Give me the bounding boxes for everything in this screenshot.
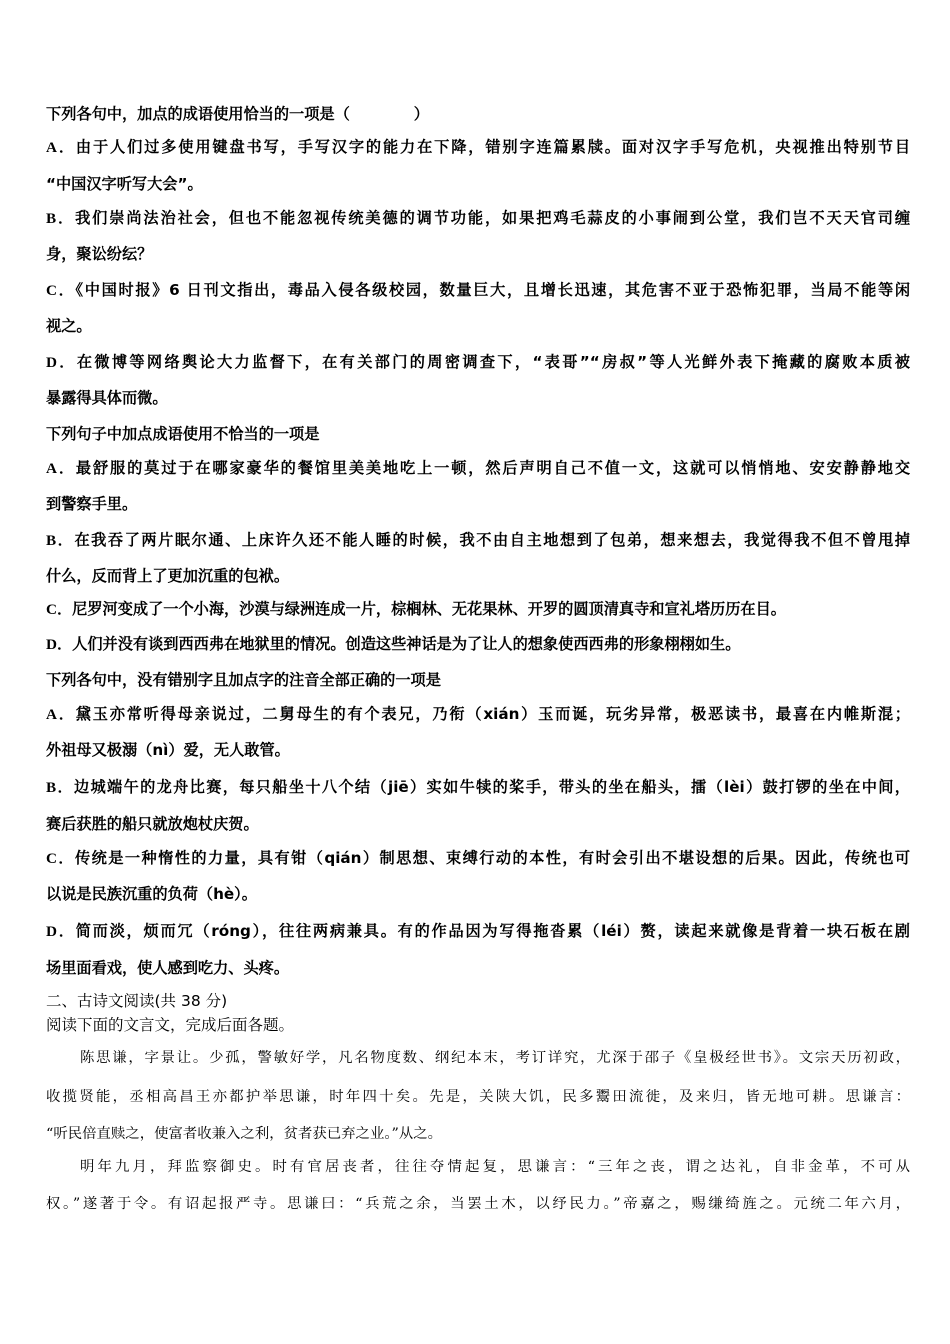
passage-paragraph-1-line-1: 陈思谦，字景让。少孤，警敏好学，凡名物度数、纲纪本末，考订详究，尤深于邵子《皇极经世书》。文宗天历初政，	[80, 1050, 910, 1066]
q3-option-a-line-1	[46, 704, 910, 725]
option-text: 尼罗河变成了一个小海，沙漠与绿洲连成一片，棕榈林、无花果林、开罗的圆顶清真寺和宣礼塔历历在目。	[72, 600, 786, 618]
q3-option-c-line-1	[46, 848, 910, 869]
passage-paragraph-1-line-3: “听民倍直赎之，使富者收兼入之利，贫者获已弃之业。”从之。	[46, 1126, 443, 1142]
question-1-stem-close: ）	[413, 105, 429, 123]
question-1-stem	[46, 104, 910, 124]
option-text: 在我吞了两片眠尔通、上床许久还不能人睡的时候，我不由自主地想到了包弟，想来想去，我觉得我不但不曾甩掉	[74, 531, 910, 549]
option-text: 《中国时报》6 日刊文指出，毒品入侵各级校园，数量巨大，且增长迅速，其危害不亚于恐怖犯罪，当局不能等闲	[75, 281, 910, 299]
option-text: 简而淡，烦而冗（róng），往往两病兼具。有的作品因为写得拖沓累（léi）赘，读起来就像是背着一块石板在剧	[75, 922, 910, 940]
option-label: D．	[46, 923, 76, 940]
passage-paragraph-1-line-2: 收揽贤能，丞相高昌王亦都护举思谦，时年四十矣。先是，关陕大饥，民多鬻田流徙，及来归，皆无地可耕。思谦言：	[46, 1089, 910, 1105]
q1-option-a-line-1	[46, 137, 910, 158]
option-label: C．	[46, 601, 73, 618]
q1-option-b-line-2: 身，聚讼纷纭？	[46, 245, 153, 263]
q3-option-b-line-2: 赛后获胜的船只就放炮杖庆贺。	[46, 815, 259, 833]
section-heading: 二、古诗文阅读(共 38 分)	[46, 992, 228, 1010]
option-text: 由于人们过多使用键盘书写，手写汉字的能力在下降，错别字连篇累牍。面对汉字手写危机，央视推出特别节目	[75, 138, 910, 156]
q1-option-d-line-2: 暴露得具体而微。	[46, 389, 168, 407]
option-label: A．	[46, 460, 76, 477]
option-text: 我们崇尚法治社会，但也不能忽视传统美德的调节功能，如果把鸡毛蒜皮的小事闹到公堂，我们岂不天天官司缠	[75, 209, 910, 227]
question-3-stem: 下列各句中，没有错别字且加点字的注音全部正确的一项是	[46, 671, 441, 689]
option-label: D．	[46, 636, 73, 653]
option-label: B．	[46, 532, 75, 549]
q1-option-c-line-1	[46, 280, 910, 301]
option-label: B．	[46, 210, 76, 227]
q3-option-a-line-2: 外祖母又极溺（nì）爱，无人敢管。	[46, 741, 290, 759]
option-text: 传统是一种惰性的力量，具有钳（qián）制思想、束缚行动的本性，有时会引出不堪设想的后果。因此，传统也可	[75, 849, 910, 867]
option-label: B．	[46, 779, 74, 796]
option-text: 人们并没有谈到西西弗在地狱里的情况。创造这些神话是为了让人的想象使西西弗的形象栩栩如生。	[72, 635, 741, 653]
section-instruction: 阅读下面的文言文，完成后面各题。	[46, 1016, 295, 1034]
option-text: 最舒服的莫过于在哪家豪华的餐馆里美美地吃上一顿，然后声明自己不值一文，这就可以悄悄地、安安静静地交	[75, 459, 910, 477]
option-text: 边城端午的龙舟比赛，每只船坐十八个结（jiē）实如牛犊的桨手，带头的坐在船头，擂（lèi）鼓打锣的坐在中间，	[74, 778, 910, 796]
q2-option-b-line-2: 什么，反而背上了更加沉重的包袱。	[46, 567, 289, 585]
question-1-stem-text: 下列各句中，加点的成语使用恰当的一项是（	[46, 105, 350, 123]
passage-paragraph-2-line-1: 明年九月，拜监察御史。时有官居丧者，往往夺情起复，思谦言：“三年之丧，谓之达礼，自非金革，不可从	[80, 1159, 910, 1175]
option-label: C．	[46, 850, 76, 867]
option-label: D．	[46, 354, 77, 371]
option-text: 黛玉亦常听得母亲说过，二舅母生的有个表兄，乃衔（xián）玉而诞，玩劣异常，极恶读书，最喜在内帷斯混；	[75, 705, 910, 723]
q1-option-a-line-2: “中国汉字听写大会”。	[46, 175, 203, 193]
q1-option-c-line-2: 视之。	[46, 317, 92, 335]
q2-option-b-line-1	[46, 530, 910, 551]
option-text: 在微博等网络舆论大力监督下，在有关部门的周密调查下，“表哥”“房叔”等人光鲜外表下掩藏的腐败本质被	[76, 353, 910, 371]
q3-option-b-line-1	[46, 777, 910, 798]
q1-option-d-line-1	[46, 352, 910, 373]
q1-option-b-line-1	[46, 208, 910, 229]
passage-paragraph-2-line-2: 权。”遂著于令。有诏起报严寺。思谦曰：“兵荒之余，当罢土木，以纾民力。”帝嘉之，赐缣绮旌之。元统二年六月，	[46, 1196, 910, 1212]
q2-option-d-line-1	[46, 634, 910, 655]
option-label: A．	[46, 139, 76, 156]
q3-option-c-line-2: 以说是民族沉重的负荷（hè）。	[46, 885, 257, 903]
option-label: A．	[46, 706, 76, 723]
q2-option-c-line-1	[46, 599, 910, 620]
option-label: C．	[46, 282, 76, 299]
question-2-stem: 下列句子中加点成语使用不恰当的一项是	[46, 425, 320, 443]
q3-option-d-line-2: 场里面看戏，使人感到吃力、头疼。	[46, 959, 289, 977]
q2-option-a-line-1	[46, 458, 910, 479]
q3-option-d-line-1	[46, 921, 910, 942]
q2-option-a-line-2: 到警察手里。	[46, 495, 138, 513]
